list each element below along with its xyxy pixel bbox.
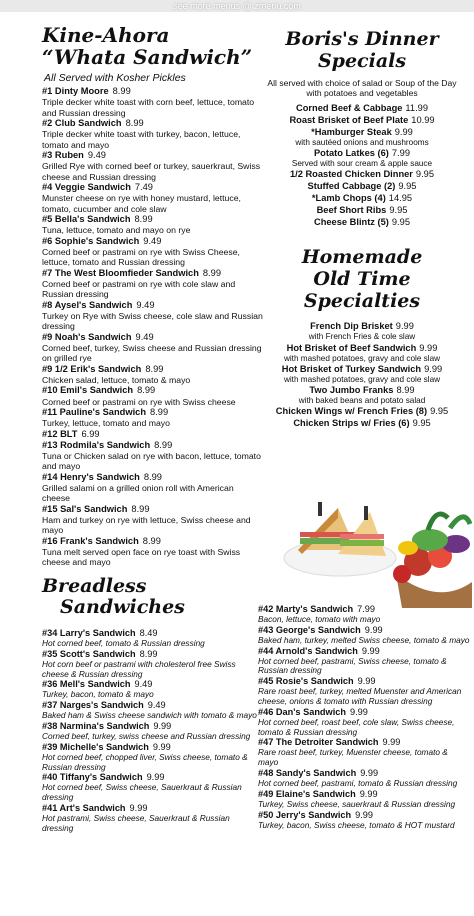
menu-item-price: 9.95 [389,205,408,216]
menu-item-name-line [262,114,462,126]
menu-item-price: 9.49 [136,299,155,310]
menu-item-name: #50 Jerry's Sandwich [258,809,352,820]
menu-item-name-line [262,126,462,138]
breadless-title-line2: Sandwiches [60,596,185,618]
menu-item [262,216,462,228]
menu-item-description: with French Fries & cole slaw [308,332,416,342]
watermark-bar [0,0,474,12]
menu-item-name: #9 1/2 Erik's Sandwich [42,363,142,374]
menu-item [42,679,258,700]
menu-item-price: 9.95 [391,217,410,228]
menu-item-description: Tuna, lettuce, tomato and mayo on rye [42,225,191,236]
menu-item-price: 11.99 [405,103,428,113]
menu-item-price: 8.99 [154,439,173,450]
sandwich-and-vegetables-image [278,478,472,610]
menu-item-name-line [42,150,264,161]
menu-item-price: 9.95 [415,169,435,180]
menu-item-name: #1 Dinty Moore [42,86,109,96]
menu-item-name: Hot Brisket of Turkey Sandwich [281,363,422,374]
menu-item-description: Hot corned beef, pastrami, tomato & Russian dressing [258,777,458,788]
menu-item-name-line [42,440,264,451]
menu-item [258,810,470,831]
menu-item-name: *Hamburger Steak [311,127,392,137]
menu-item [262,114,462,126]
menu-item-name: #5 Bella's Sandwich [42,214,131,225]
menu-item-price: 9.99 [364,624,383,635]
menu-item-name: #40 Tiffany's Sandwich [42,772,143,783]
menu-item [258,604,470,625]
menu-item-name: Corned Beef & Cabbage [296,103,403,113]
menu-item-price: 9.95 [412,418,431,429]
menu-item-price: 9.99 [152,741,171,752]
menu-item-description: Rare roast beef, turkey, melted Muenster and American cheese, onions & tomato with Russian dressing [258,686,462,706]
menu-item-description: Tuna melt served open face on rye toast with Swiss cheese and mayo [42,547,241,568]
menu-item-name: #10 Emil's Sandwich [42,385,134,396]
menu-item [42,440,264,472]
menu-item-description: Turkey, lettuce, tomato and mayo [42,418,170,429]
menu-item [262,320,462,341]
menu-item-description: Chicken salad, lettuce, tomato & mayo [42,374,191,385]
menu-item-price: 9.95 [398,181,417,192]
menu-item-price: 9.99 [153,720,172,731]
menu-item-price: 9.99 [129,802,148,813]
menu-item-description: Hot corned beef, chopped liver, Swiss cheese, tomato & Russian dressing [42,751,248,772]
homemade-title-line2: Old Time Specialties [303,268,421,313]
homemade-title-line1: Homemade [301,246,423,269]
menu-item-description: Hot corned beef, Swiss cheese, Sauerkraut & Russian dressing [42,782,242,803]
menu-item-price: 8.99 [134,214,153,225]
menu-item [262,180,462,192]
menu-item-description: Hot corned beef, pastrami, Swiss cheese, tomato & Russian dressing [258,655,447,676]
menu-item-name: #39 Michelle's Sandwich [42,741,149,752]
menu-item-name: Hot Brisket of Beef Sandwich [286,342,417,353]
menu-item-name-line [262,320,462,332]
menu-item-name: Two Jumbo Franks [309,385,394,396]
menu-item-price: 9.99 [394,127,413,137]
menu-item-name-line [42,268,264,279]
menu-item [42,772,258,803]
menu-item-price: 8.99 [143,471,162,482]
menu-item-name: #42 Marty's Sandwich [258,604,354,614]
menu-item-name: Potato Latkes (6) [313,148,389,159]
menu-item-description: Turkey, Swiss cheese, sauerkraut & Russian dressing [258,798,456,809]
menu-item-description: Corned beef or pastrami on rye with cole slaw and Russian dressing [42,278,236,300]
menu-item-name: #34 Larry's Sandwich [42,628,136,638]
menu-item-price: 9.99 [355,809,373,820]
menu-item-price: 9.99 [424,363,443,374]
menu-item-name: #11 Pauline's Sandwich [42,406,147,417]
menu-item-price: 6.99 [81,428,100,439]
menu-item-description: Hot corned beef, roast beef, cole slaw, Swiss cheese, tomato & Russian dressing [258,716,455,737]
menu-item [258,676,470,707]
menu-item-name: #14 Henry's Sandwich [42,471,140,482]
menu-item [262,147,462,168]
menu-item-description: Ham and turkey on rye with lettuce, Swiss cheese and mayo [42,515,251,536]
menu-item-price: 9.49 [143,235,162,246]
menu-item [262,192,462,204]
menu-item-name-line [262,342,462,354]
breadless-title-line1: Breadless [42,575,147,597]
menu-item-description: with mashed potatoes, gravy and cole slaw [283,353,441,363]
menu-item [42,504,264,536]
menu-item-name: Stuffed Cabbage (2) [307,181,396,192]
menu-item-name: #12 BLT [42,428,78,439]
menu-item [42,472,264,504]
menu-item-name: #48 Sandy's Sandwich [258,767,357,778]
menu-item-name-line [42,429,264,440]
menu-item-name-line [42,332,264,343]
menu-item-name-line [42,472,264,483]
menu-item-description: Hot corned beef, tomato & Russian dressing [42,638,205,648]
menu-item-description: Baked ham, turkey, melted Swiss cheese, tomato & mayo [258,634,470,645]
menu-item-price: 9.99 [360,767,379,778]
menu-item-name-line [262,180,462,192]
menu-item-price: 9.95 [430,406,449,417]
menu-item-description: Turkey on Rye with Swiss cheese, cole slaw and Russian dressing [42,310,263,332]
menu-item-description: Grilled salami on a grilled onion roll with American cheese [42,482,234,504]
homemade-list [262,320,462,429]
menu-item-name-line [258,646,470,657]
menu-item [262,102,462,114]
menu-item-description: Corned beef, turkey, swiss cheese and Russian dressing [42,730,251,741]
menu-item-description: Hot corn beef or pastrami with cholesterol free Swiss cheese & Russian dressing [42,658,236,679]
menu-item [258,737,470,768]
menu-item-name: #3 Ruben [42,150,84,161]
menu-item-name-line [258,810,470,821]
menu-item [42,86,264,118]
menu-item-name: #9 Noah's Sandwich [42,331,132,342]
menu-item-name: #43 George's Sandwich [258,624,361,635]
menu-item [42,182,264,214]
menu-item-price: 9.49 [147,700,166,711]
menu-item-name: #46 Dan's Sandwich [258,706,346,717]
menu-item-price: 9.99 [349,706,368,717]
menu-item [42,700,258,721]
menu-item-name: #36 Mell's Sandwich [42,679,131,690]
menu-item-price: 8.99 [125,118,144,129]
menu-item-price: 8.99 [112,86,131,96]
menu-item [258,707,470,738]
menu-item-description: Grilled Rye with corned beef or turkey, sauerkraut, Swiss cheese and Russian dressing [42,161,261,182]
menu-item-name: Chicken Strips w/ Fries (6) [293,418,410,429]
menu-item-name-line [262,168,462,180]
menu-item-price: 9.99 [395,321,414,332]
menu-item [42,118,264,150]
menu-item-name-line [262,147,462,159]
menu-item-description: with mashed potatoes, gravy and cole slaw [283,374,441,384]
menu-item-name-line [42,300,264,311]
menu-item-price: 8.99 [139,648,158,659]
menu-item [42,385,264,407]
menu-item-name: #37 Narges's Sandwich [42,700,144,711]
menu-item-name-line [42,86,264,97]
menu-item-name-line [42,385,264,396]
menu-item [42,214,264,236]
menu-item-name-line [42,536,264,547]
menu-item-name-line [262,216,462,228]
menu-item-description: Corned beef or pastrami on rye with Swiss cheese [42,396,236,407]
menu-item-name-line [262,405,462,417]
menu-item-price: 8.99 [142,535,161,546]
menu-item [42,536,264,568]
menu-item-price: 9.99 [357,676,376,687]
menu-item-name: #45 Rosie's Sandwich [258,676,354,687]
menu-item-name: French Dip Brisket [310,321,393,332]
menu-item [42,742,258,773]
boris-title-line2: Specials [317,50,407,72]
menu-item-name-line [42,504,264,515]
menu-item-name: #13 Rodmila's Sandwich [42,439,151,450]
menu-item [42,628,258,649]
menu-item [42,429,264,440]
menu-item [262,126,462,147]
menu-item [258,625,470,646]
menu-item [42,364,264,386]
menu-item-price: 9.49 [87,150,106,161]
kine-ahora-section [42,24,264,568]
menu-item-name-line [42,236,264,247]
menu-item [42,236,264,268]
boris-title-line1: Boris's Dinner [285,28,439,50]
menu-item [258,646,470,677]
menu-item-price: 10.99 [411,115,435,125]
menu-item-description: Turkey, bacon, tomato & mayo [42,689,154,700]
menu-item-name: #38 Narmina's Sandwich [42,720,150,731]
menu-item-name-line [42,182,264,193]
menu-item-price: 9.49 [134,679,153,690]
menu-item-name: Chicken Wings w/ French Fries (8) [275,406,428,417]
menu-item-name-line [262,102,462,114]
menu-item-description: Rare roast beef, turkey, Muenster cheese, tomato & mayo [258,747,448,768]
menu-item-description: Corned beef or pastrami on rye with Swiss Cheese, lettuce, tomato and Russian dressing [42,246,240,268]
menu-item-name: #41 Art's Sandwich [42,802,126,813]
menu-item-name: Roast Brisket of Beef Plate [289,115,409,125]
menu-item [262,168,462,180]
menu-item-name-line [262,384,462,396]
menu-item-name: #47 The Detroiter Sandwich [258,737,379,748]
menu-item-description: Turkey, bacon, Swiss cheese, tomato & HOT mustard [258,819,455,830]
menu-item-description: Tuna or Chicken salad on rye with bacon, lettuce, tomato and mayo [42,450,261,472]
menu-item-name: #7 The West Bloomfieder Sandwich [42,267,199,278]
menu-item-name: #15 Sal's Sandwich [42,503,128,514]
kine-ahora-title-line2: “Whata Sandwich” [42,45,253,69]
menu-item-name-line [42,407,264,418]
menu-item-price: 8.99 [396,385,415,396]
menu-item-name: Cheese Blintz (5) [313,217,389,228]
menu-item-name-line [262,204,462,216]
menu-item-name: #49 Elaine's Sandwich [258,788,356,799]
boris-subtitle: All served with choice of salad or Soup of the Day with potatoes and vegetables [267,78,457,98]
menu-item-price: 9.49 [135,331,154,342]
menu-item [262,204,462,216]
menu-item-name-line [42,214,264,225]
menu-item [42,268,264,300]
menu-item-description: Corned beef, turkey, Swiss cheese and Russian dressing on grilled rye [42,342,262,364]
menu-item-price: 9.99 [382,737,401,748]
menu-item-description: Served with sour cream & apple sauce [291,159,433,169]
menu-item [262,405,462,417]
menu-item-description: Triple decker white toast with turkey, bacon, lettuce, tomato and mayo [42,129,241,150]
menu-item-price: 7.99 [357,604,376,614]
menu-item-price: 9.99 [361,645,380,656]
menu-item [258,768,470,789]
menu-item [42,300,264,332]
menu-item-price: 8.99 [145,363,164,374]
menu-item-description: Hot pastrami, Swiss cheese, Sauerkraut & Russian dressing [42,812,230,833]
menu-item-price: 8.99 [137,385,156,396]
menu-item [42,649,258,680]
menu-item-price: 8.99 [131,503,150,514]
menu-item-name-line [42,118,264,129]
menu-item-name: #16 Frank's Sandwich [42,535,139,546]
menu-item-name: 1/2 Roasted Chicken Dinner [289,169,413,180]
menu-item-name-line [42,364,264,375]
breadless-heading [42,576,252,618]
menu-item-description: Triple decker white toast with corn beef, lettuce, tomato and Russian dressing [42,97,255,118]
menu-item-price: 7.49 [134,182,153,193]
menu-item [262,384,462,405]
menu-item-name: *Lamb Chops (4) [311,193,386,204]
menu-item-name-line [262,192,462,204]
boris-list [262,102,462,228]
menu-item-price: 14.95 [388,193,413,204]
menu-item-price: 8.49 [139,628,158,638]
menu-item-name: #6 Sophie's Sandwich [42,235,140,246]
breadless-left-list [42,628,258,834]
menu-item-description: Bacon, lettuce, tomato with mayo [258,614,381,624]
menu-item-name: #2 Club Sandwich [42,118,122,129]
kine-ahora-list [42,86,264,568]
kine-ahora-subtitle: All Served with Kosher Pickles [44,72,186,84]
menu-item [42,150,264,182]
menu-item [42,721,258,742]
menu-item-price: 7.99 [391,148,410,159]
menu-item-price: 9.99 [359,788,378,799]
watermark-text: see more menus @ zmenu.com [173,1,301,11]
boris-section [262,28,462,429]
menu-item-name: #8 Aysel's Sandwich [42,299,133,310]
kine-ahora-title-line1: Kine-Ahora [42,23,170,47]
menu-item [42,407,264,429]
menu-item-description: Munster cheese on rye with honey mustard, lettuce, tomato, cucumber and cole slaw [42,193,241,214]
menu-item-price: 9.99 [419,342,438,353]
menu-item-price: 8.99 [150,406,169,417]
menu-item [262,363,462,384]
menu-item-name-line [262,363,462,375]
menu-item [258,789,470,810]
menu-item-description: Baked ham & Swiss cheese sandwich with tomato & mayo [42,710,257,721]
menu-item [42,332,264,364]
menu-item-description: with baked beans and potato salad [298,396,426,406]
menu-item-price: 8.99 [202,267,221,278]
menu-item [262,417,462,429]
menu-item-name: #4 Veggie Sandwich [42,182,131,193]
breadless-right-list [258,604,470,830]
menu-item-name: Beef Short Ribs [316,205,387,216]
menu-item [42,803,258,834]
menu-item [262,342,462,363]
menu-item-name-line [262,417,462,429]
menu-item-name: #44 Arnold's Sandwich [258,645,358,656]
menu-item-description: with sautéed onions and mushrooms [295,138,429,147]
menu-item-price: 9.99 [146,772,165,783]
menu-item-name: #35 Scott's Sandwich [42,648,136,659]
